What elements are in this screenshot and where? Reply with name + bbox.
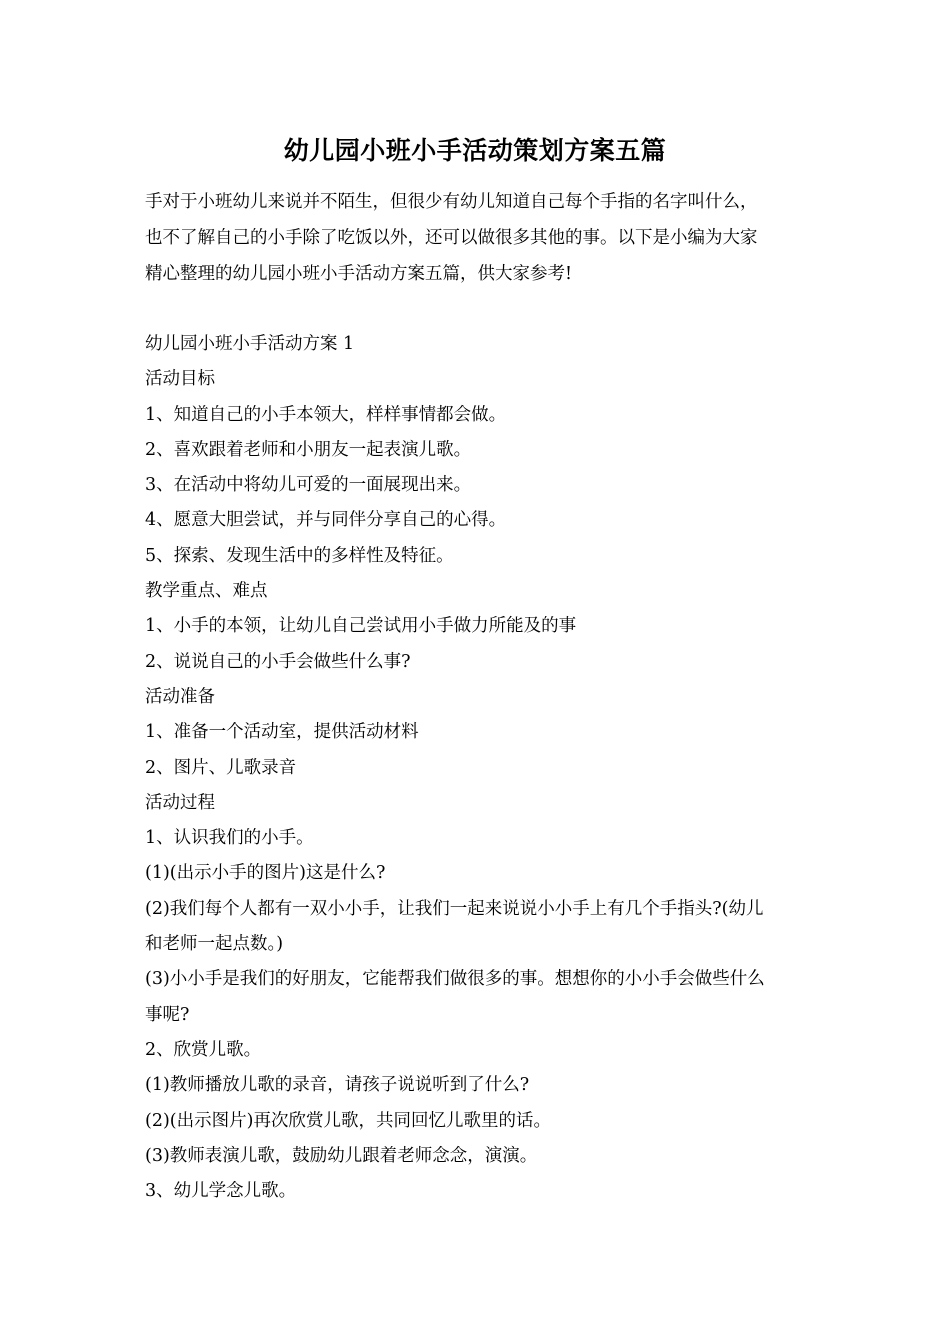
body-line: (2)我们每个人都有一双小小手，让我们一起来说说小小手上有几个手指头?(幼儿 <box>145 898 764 919</box>
subsection-heading: 活动准备 <box>145 686 215 707</box>
intro-paragraph <box>145 184 813 292</box>
intro-line: 精心整理的幼儿园小班小手活动方案五篇，供大家参考! <box>145 264 573 284</box>
body-line: 2、喜欢跟着老师和小朋友一起表演儿歌。 <box>145 439 472 460</box>
body-line: 2、说说自己的小手会做些什么事? <box>145 651 411 672</box>
body-line: 3、在活动中将幼儿可爱的一面展现出来。 <box>145 475 472 496</box>
body-line: (1)(出示小手的图片)这是什么? <box>145 863 386 884</box>
body-line: 4、愿意大胆尝试，并与同伴分享自己的心得。 <box>145 510 507 531</box>
body-line: 1、准备一个活动室，提供活动材料 <box>145 722 419 743</box>
body-line: (3)教师表演儿歌，鼓励幼儿跟着老师念念，演演。 <box>145 1145 538 1166</box>
document-body <box>145 327 813 1209</box>
body-line: (1)教师播放儿歌的录音，请孩子说说听到了什么? <box>145 1075 530 1096</box>
subsection-heading: 活动目标 <box>145 369 215 390</box>
body-line: 2、欣赏儿歌。 <box>145 1039 262 1060</box>
subsection-heading: 教学重点、难点 <box>145 581 268 602</box>
body-line: (3)小小手是我们的好朋友，它能帮我们做很多的事。想想你的小小手会做些什么 <box>145 969 765 990</box>
body-line: 5、探索、发现生活中的多样性及特征。 <box>145 545 454 566</box>
intro-line: 手对于小班幼儿来说并不陌生，但很少有幼儿知道自己每个手指的名字叫什么， <box>145 192 758 212</box>
document-title: 幼儿园小班小手活动策划方案五篇 <box>283 136 667 165</box>
section-heading: 幼儿园小班小手活动方案 1 <box>145 334 355 354</box>
body-line: 1、小手的本领，让幼儿自己尝试用小手做力所能及的事 <box>145 616 577 637</box>
body-line: 1、知道自己的小手本领大，样样事情都会做。 <box>145 404 507 425</box>
body-line: 1、认识我们的小手。 <box>145 828 314 849</box>
body-line: 3、幼儿学念儿歌。 <box>145 1181 297 1202</box>
body-line: 2、图片、儿歌录音 <box>145 757 297 778</box>
body-line: (2)(出示图片)再次欣赏儿歌，共同回忆儿歌里的话。 <box>145 1110 551 1131</box>
subsection-heading: 活动过程 <box>145 792 215 813</box>
intro-line: 也不了解自己的小手除了吃饭以外，还可以做很多其他的事。以下是小编为大家 <box>145 228 758 248</box>
body-line: 和老师一起点数。) <box>145 934 284 955</box>
body-line: 事呢? <box>145 1004 190 1025</box>
